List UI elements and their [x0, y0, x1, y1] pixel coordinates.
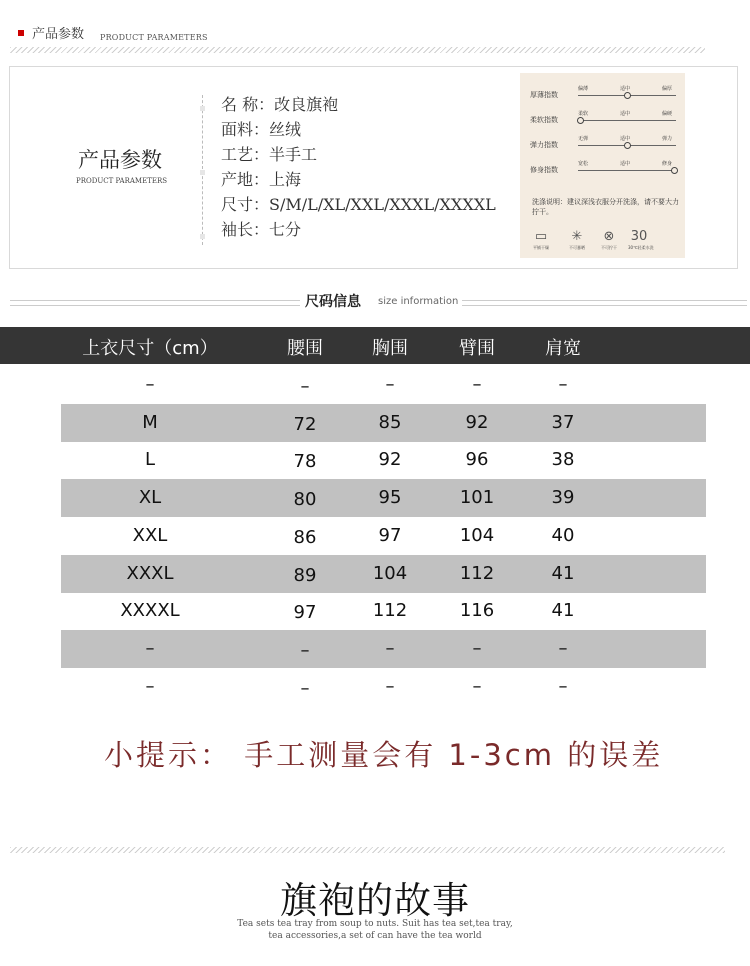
table-cell: 95: [378, 487, 402, 509]
param-item-sizes: 尺寸：S/M/L/XL/XXL/XXXL/XXXXL: [221, 195, 496, 214]
table-cell: 97: [378, 524, 402, 546]
size-info-subtitle: size information: [378, 296, 459, 307]
index-label: 弹力指数: [530, 141, 558, 149]
table-cell: –: [558, 637, 568, 659]
table-cell: 38: [551, 449, 575, 471]
flat-dry-icon: [530, 229, 552, 251]
table-cell: XXXL: [126, 562, 174, 584]
fabric-index-card: [520, 73, 685, 258]
column-header: 胸围: [372, 338, 408, 359]
column-header: 臂围: [459, 338, 495, 359]
table-row-stripe: [61, 630, 706, 668]
table-cell: 104: [372, 562, 408, 584]
separator-dot: [200, 170, 205, 175]
story-subtitle: [0, 918, 750, 942]
param-item-fabric: 面料：丝绒: [221, 120, 302, 139]
index-level-dot: [624, 92, 631, 99]
header-accent-square: [18, 30, 24, 36]
index-tick-label: 适中: [620, 111, 631, 117]
index-label: 柔软指数: [530, 116, 558, 124]
hatch-divider: [10, 847, 725, 853]
table-cell: L: [144, 449, 156, 471]
table-cell: M: [142, 411, 158, 433]
table-cell: –: [385, 374, 395, 395]
table-cell: 85: [378, 411, 402, 433]
size-info-line-left: [10, 305, 300, 306]
hatch-divider: [10, 47, 705, 53]
column-header: 肩宽: [545, 338, 581, 359]
table-cell: 78: [293, 451, 317, 473]
index-track: [578, 111, 676, 121]
index-tick-label: 偏厚: [662, 86, 673, 92]
table-cell: –: [472, 637, 482, 659]
size-info-title: 尺码信息: [305, 294, 361, 310]
care-caption: 不可拧干: [601, 245, 617, 250]
table-cell: 92: [378, 449, 402, 471]
no-sun-icon: [566, 229, 588, 251]
separator-dot: [200, 234, 205, 239]
column-header: 腰围: [287, 338, 323, 359]
param-item-name: 名 称：改良旗袍: [221, 95, 339, 114]
table-cell: –: [472, 675, 482, 697]
index-label: 修身指数: [530, 166, 558, 174]
table-cell: 80: [293, 489, 317, 511]
table-cell: –: [472, 374, 482, 395]
story-title: 旗袍的故事: [280, 879, 470, 922]
table-cell: 101: [459, 487, 495, 509]
table-cell: XXXXL: [120, 600, 180, 622]
table-cell: 116: [459, 600, 495, 622]
table-cell: 96: [465, 449, 489, 471]
size-info-line-right: [462, 305, 747, 306]
wash-note: 洗涤说明：建议深浅衣服分开洗涤，请不要大力拧干。: [532, 198, 679, 216]
index-level-dot: [577, 117, 584, 124]
index-tick-label: 适中: [620, 136, 631, 142]
index-tick-label: 宽松: [578, 161, 589, 167]
table-cell: 112: [459, 562, 495, 584]
story-subtitle-line: Tea sets tea tray from soup to nuts. Suit has tea set,tea tray,: [237, 919, 513, 929]
param-item-origin: 产地：上海: [221, 170, 302, 189]
table-cell: –: [385, 675, 395, 697]
table-cell: 89: [293, 564, 317, 586]
care-symbol: 30: [630, 229, 648, 244]
table-cell: 86: [293, 526, 317, 548]
table-cell: 104: [459, 524, 495, 546]
table-cell: –: [145, 374, 155, 395]
care-symbol: ✳: [571, 229, 583, 244]
table-cell: XXL: [132, 524, 168, 546]
table-cell: –: [300, 677, 310, 699]
index-track: [578, 86, 676, 96]
table-cell: 41: [551, 562, 575, 584]
index-tick-label: 修身: [662, 161, 673, 167]
param-list: [221, 92, 496, 242]
table-cell: XL: [138, 487, 162, 509]
table-cell: 112: [372, 600, 408, 622]
table-cell: 37: [551, 411, 575, 433]
index-track: [578, 136, 676, 146]
table-cell: –: [385, 637, 395, 659]
care-symbol: ⊗: [603, 229, 615, 244]
index-level-dot: [671, 167, 678, 174]
table-cell: 92: [465, 411, 489, 433]
index-label: 厚薄指数: [530, 91, 558, 99]
index-tick-label: 偏薄: [578, 86, 589, 92]
param-subtitle: PRODUCT PARAMETERS: [76, 177, 168, 185]
table-cell: 41: [551, 600, 575, 622]
size-info-line-left: [10, 300, 300, 301]
care-caption: 平铺干燥: [533, 245, 549, 250]
table-cell: 39: [551, 487, 575, 509]
wash-30-icon: [628, 229, 654, 251]
measurement-tip: 小提示： 手工测量会有 1-3cm 的误差: [104, 738, 664, 772]
index-level-dot: [624, 142, 631, 149]
care-caption: 不可暴晒: [569, 245, 585, 250]
size-info-line-right: [462, 300, 747, 301]
table-cell: –: [145, 637, 155, 659]
table-cell: 40: [551, 524, 575, 546]
index-tick-label: 适中: [620, 161, 631, 167]
table-cell: –: [558, 374, 568, 395]
index-tick-label: 适中: [620, 86, 631, 92]
index-track: [578, 161, 676, 171]
no-wring-icon: [598, 229, 620, 251]
table-cell: –: [300, 639, 310, 661]
separator-dot: [200, 106, 205, 111]
header-title: 产品参数: [32, 27, 85, 42]
story-subtitle-line: tea accessories,a set of can have the tea world: [268, 931, 482, 941]
index-tick-label: 无弹: [578, 136, 589, 142]
care-symbol: ▭: [534, 229, 548, 244]
table-cell: 72: [293, 413, 317, 435]
table-cell: –: [558, 675, 568, 697]
column-header: 上衣尺寸（cm）: [82, 338, 218, 359]
table-cell: –: [145, 675, 155, 697]
table-cell: –: [300, 376, 310, 397]
param-title: 产品参数: [78, 148, 162, 172]
header-subtitle: PRODUCT PARAMETERS: [100, 33, 208, 42]
index-tick-label: 偏硬: [662, 111, 673, 117]
param-item-sleeve: 袖长：七分: [221, 220, 302, 239]
table-cell: 97: [293, 602, 317, 624]
param-item-craft: 工艺：半手工: [221, 145, 318, 164]
index-tick-label: 柔软: [578, 111, 589, 117]
index-tick-label: 弹力: [662, 136, 673, 142]
care-caption: 30℃轻柔水洗: [628, 245, 654, 250]
